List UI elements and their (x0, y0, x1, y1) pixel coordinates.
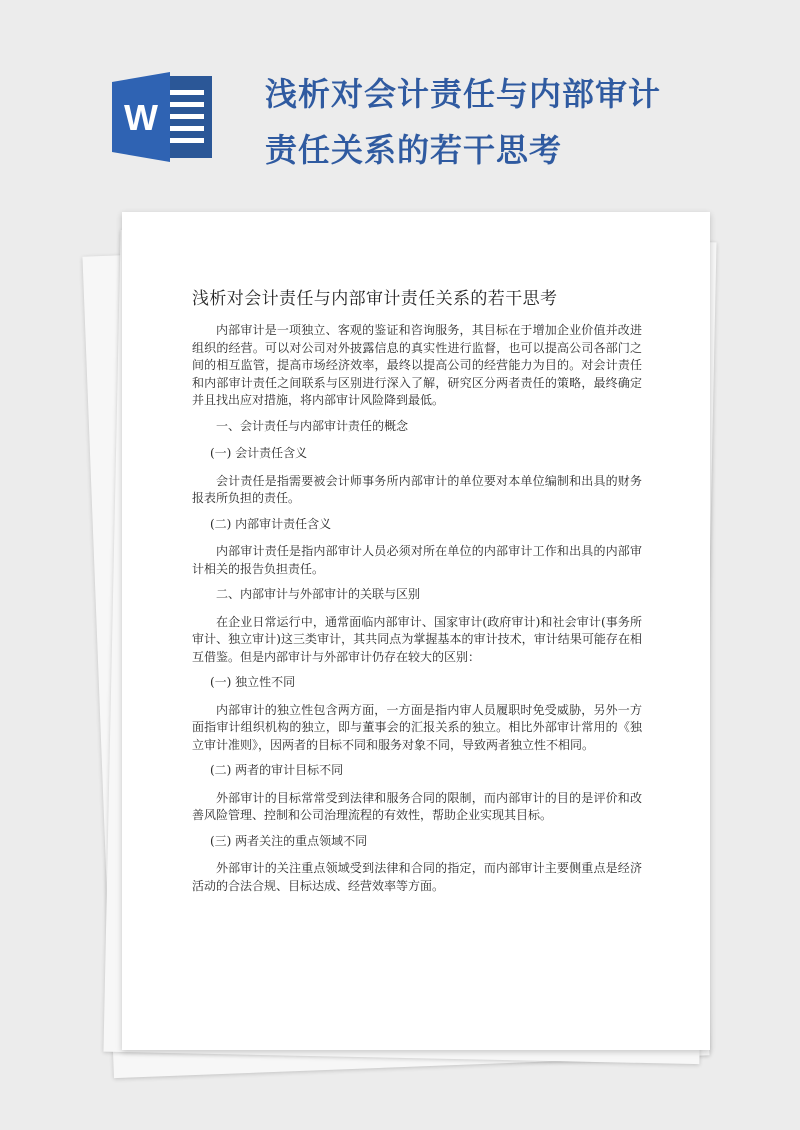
subsection-heading: (三) 两者关注的重点领域不同 (210, 833, 368, 848)
word-document-icon (112, 72, 216, 162)
document-body (192, 322, 642, 903)
subsection-heading: (二) 内部审计责任含义 (210, 516, 332, 531)
subsection-heading: (一) 会计责任含义 (210, 446, 308, 460)
header-title: 浅析对会计责任与内部审计责任关系的若干思考 (265, 75, 662, 169)
body-paragraph: 外部审计的目标常常受到法律和服务合同的限制，而内部审计的目的是评价和改善风险管理、控制和公司治理流程的有效性，帮助企业实现其目标。 (192, 790, 642, 822)
section-heading: 二、内部审计与外部审计的关联与区别 (216, 587, 421, 601)
section-heading: 一、会计责任与内部审计责任的概念 (216, 418, 409, 433)
body-paragraph: 会计责任是指需要被会计师事务所内部审计的单位要对本单位编制和出具的财务报表所负担的责任。 (192, 473, 642, 505)
word-icon-letter: W (124, 97, 158, 138)
body-paragraph: 内部审计责任是指内部审计人员必须对所在单位的内部审计工作和出具的内部审计相关的报告负担责任。 (192, 544, 642, 576)
body-paragraph: 外部审计的关注重点领域受到法律和合同的指定，而内部审计主要侧重点是经济活动的合法合规、目标达成、经营效率等方面。 (192, 861, 642, 893)
document-page (122, 212, 710, 1050)
body-paragraph: 在企业日常运行中，通常面临内部审计、国家审计(政府审计)和社会审计(事务所审计、独立审计)这三类审计，其共同点为掌握基本的审计技术，审计结果可能存在相互借鉴。但是内部审计与外部审计仍存在较大的区别： (192, 614, 642, 664)
document-title: 浅析对会计责任与内部审计责任关系的若干思考 (192, 289, 558, 309)
subsection-heading: (一) 独立性不同 (210, 675, 296, 689)
subsection-heading: (二) 两者的审计目标不同 (210, 763, 344, 777)
body-paragraph: 内部审计是一项独立、客观的鉴证和咨询服务，其目标在于增加企业价值并改进组织的经营。可以对公司对外披露信息的真实性进行监督，也可以提高公司各部门之间的相互监管，提高市场经济效率，最终以提高公司的经营能力为目的。对会计责任和内部审计责任之间联系与区别进行深入了解，研究区分两者责任的策略，最终确定并且找出应对措施，将内部审计风险降到最低。 (192, 323, 642, 407)
body-paragraph: 内部审计的独立性包含两方面，一方面是指内审人员履职时免受威胁，另外一方面指审计组织机构的独立，即与董事会的汇报关系的独立。相比外部审计常用的《独立审计准则》，因两者的目标不同和服务对象不同，导致两者独立性不相同。 (192, 702, 642, 752)
document-header (0, 0, 800, 200)
